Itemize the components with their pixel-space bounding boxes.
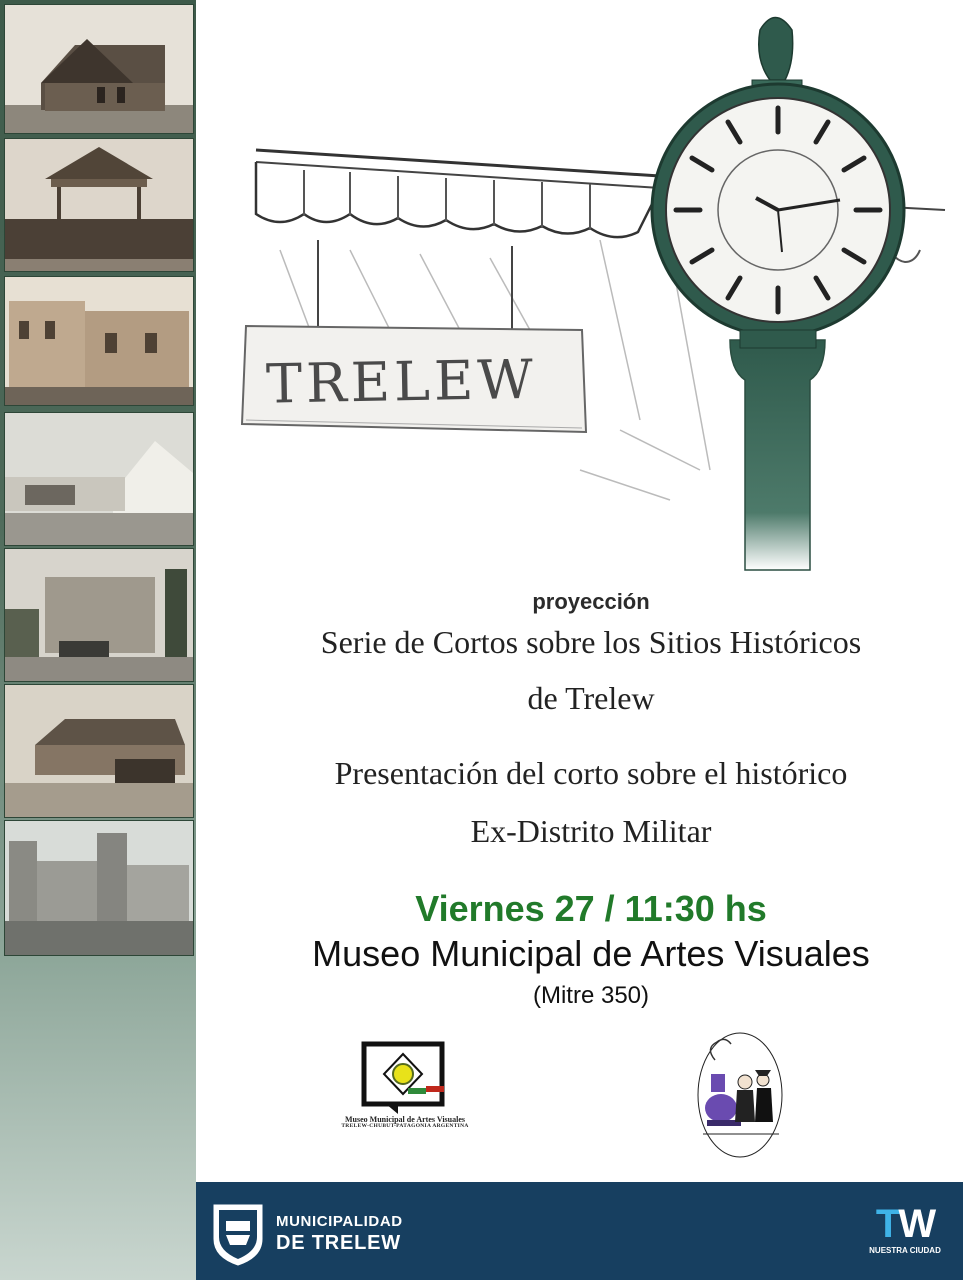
museo-logo-name: Museo Municipal de Artes Visuales (344, 1115, 465, 1124)
photo-kiosk-crowd (4, 138, 194, 272)
museo-logo-caption (340, 1116, 470, 1130)
event-subtitle-line2: Ex-Distrito Militar (470, 813, 712, 849)
clock-sign-sketch (200, 0, 963, 580)
event-kicker: proyección (532, 589, 650, 614)
footer-bar (196, 1182, 963, 1280)
nuestra-ciudad-logo (865, 1204, 945, 1255)
tw-tagline: NUESTRA CIUDAD (869, 1246, 941, 1255)
tw-mark: TW (875, 1202, 935, 1246)
event-datetime: Viernes 27 / 11:30 hs (415, 888, 767, 929)
event-title-line1: Serie de Cortos sobre los Sitios Históricos (320, 624, 862, 660)
event-title-line2: de Trelew (527, 680, 655, 716)
photo-chapel (4, 4, 194, 134)
trelew-shield-icon (210, 1201, 266, 1267)
historic-photo-strip (0, 0, 196, 1280)
event-venue: Museo Municipal de Artes Visuales (312, 933, 870, 974)
photo-castle-building (4, 820, 194, 956)
photo-hotel-carriage (4, 684, 194, 818)
photo-station (4, 412, 194, 546)
municipality-line1: MUNICIPALIDAD (276, 1213, 403, 1230)
event-address: (Mitre 350) (532, 982, 650, 1009)
sign-text: TRELEW (265, 347, 538, 416)
photo-buildings (4, 276, 194, 406)
museo-logo-location: TRELEW-CHUBUT-PATAGONIA ARGENTINA (341, 1123, 469, 1130)
event-subtitle-line1: Presentación del corto sobre el histórico (334, 755, 848, 791)
municipality-line2: DE TRELEW (276, 1232, 401, 1254)
photo-street-car (4, 548, 194, 682)
train-settlers-logo (695, 1030, 785, 1160)
municipality-name (276, 1214, 403, 1253)
